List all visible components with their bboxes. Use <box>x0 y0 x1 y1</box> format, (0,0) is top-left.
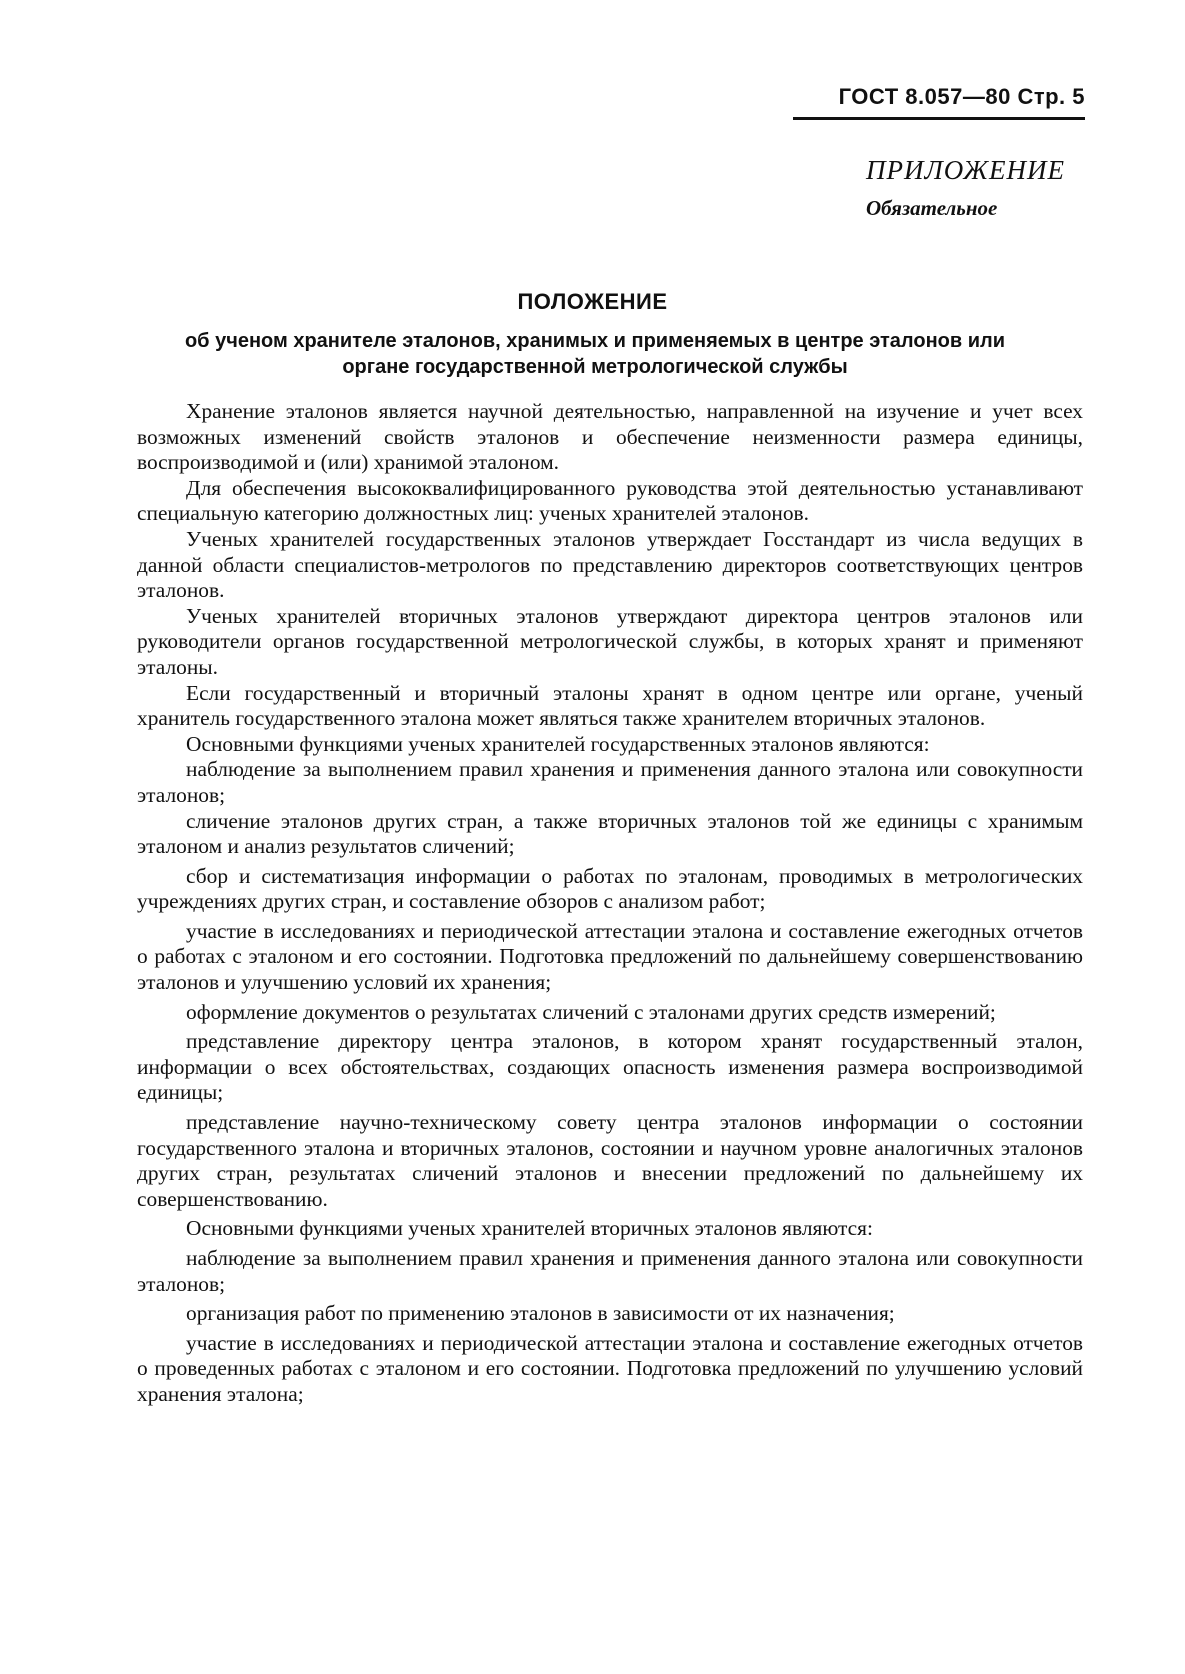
paragraph: Основными функциями ученых хранителей государственных эталонов являются: <box>186 731 930 756</box>
paragraph: наблюдение за выполнением правил хранения и применения данного эталона или совокупности эталонов; <box>137 757 1083 807</box>
paragraph: наблюдение за выполнением правил хранения и применения данного эталона или совокупности эталонов; <box>137 1246 1083 1296</box>
paragraph: представление научно-техническому совету центра эталонов информации о состоянии государственного эталона и вторичных эталонов, состоянии и научном уровне аналогичных эталонов других стран, результатах сличений эталонов и внесении предложений по дальнейшему их совершенствованию. <box>137 1110 1083 1211</box>
appendix-title: ПРИЛОЖЕНИЕ <box>866 155 1065 185</box>
paragraph: сличение эталонов других стран, а также вторичных эталонов той же единицы с хранимым эталоном и анализ результатов сличений; <box>137 808 1083 859</box>
paragraph: Ученых хранителей государственных эталонов утверждает Госстандарт из числа ведущих в данной области специалистов-метрологов по представлению директоров соответствующих центров эталонов. <box>137 526 1083 603</box>
appendix-status: Обязательное <box>866 196 998 220</box>
page-number: Стр. 5 <box>1017 84 1085 109</box>
paragraph: Хранение эталонов является научной деятельностью, направленной на изучение и учет всех возможных изменений свойств эталонов и обеспечение неизменности размера единицы, воспроизводимой и (или) хранимой эталоном. <box>137 399 1083 475</box>
document-subtitle: об ученом хранителе эталонов, хранимых и применяемых в центре эталонов или органе государственной метрологической службы <box>184 330 1006 378</box>
paragraph: сбор и систематизация информации о работах по эталонам, проводимых в метрологических учреждениях других стран, и составление обзоров с анализом работ; <box>137 863 1083 914</box>
document-title: ПОЛОЖЕНИЕ <box>517 289 668 314</box>
paragraph: Для обеспечения высококвалифицированного руководства этой деятельностью устанавливают специальную категорию должностных лиц: ученых хранителей эталонов. <box>137 475 1083 526</box>
paragraph: организация работ по применению эталонов в зависимости от их назначения; <box>186 1301 895 1326</box>
paragraph: представление директору центра эталонов, в котором хранят государственный эталон, информации о всех обстоятельствах, создающих опасность изменения размера воспроизводимой единицы; <box>137 1029 1083 1105</box>
paragraph: участие в исследованиях и периодической аттестации эталона и составление ежегодных отчетов о проведенных работах с эталоном и его состоянии. Подготовка предложений по улучшению условий хранения эталона; <box>137 1330 1083 1406</box>
paragraph: Основными функциями ученых хранителей вторичных эталонов являются: <box>186 1216 873 1241</box>
paragraph: оформление документов о результатах сличений с эталонами других средств измерений; <box>186 999 996 1024</box>
document-body <box>137 399 1083 1408</box>
paragraph: Ученых хранителей вторичных эталонов утверждают директора центров эталонов или руководители органов государственной метрологической службы, в которых хранят и применяют эталоны. <box>137 603 1083 679</box>
paragraph: Если государственный и вторичный эталоны хранят в одном центре или органе, ученый хранитель государственного эталона может являться также хранителем вторичных эталонов. <box>137 680 1083 731</box>
standard-number: ГОСТ 8.057—80 <box>838 84 1011 109</box>
header-rule <box>793 117 1085 120</box>
page-header <box>839 84 1085 110</box>
paragraph: участие в исследованиях и периодической аттестации эталона и составление ежегодных отчетов о работах с эталоном и его состоянии. Подготовка предложений по дальнейшему совершенствованию эталонов и улучшению условий их хранения; <box>137 918 1083 995</box>
